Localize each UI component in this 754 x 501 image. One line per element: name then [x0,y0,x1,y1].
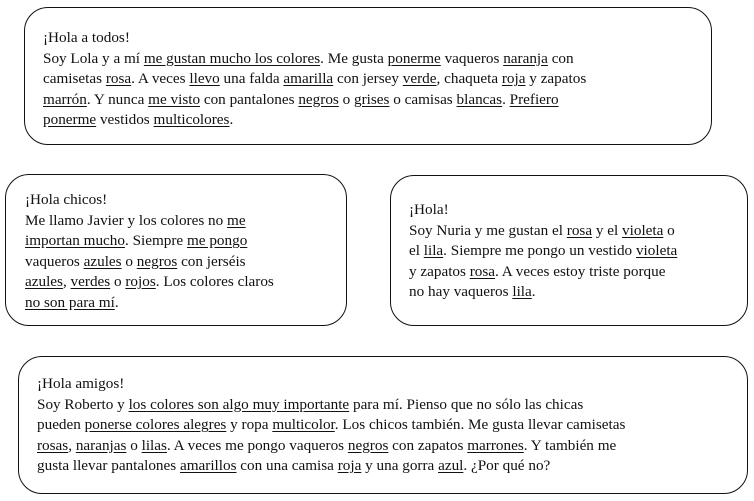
text-segment: . Siempre me pongo un vestido [443,242,636,260]
text-segment: el [409,242,424,260]
underlined-phrase: lilas [141,436,167,454]
text-segment: vaqueros [25,252,84,270]
card-body [25,211,346,314]
underlined-phrase: no son para mí [25,293,115,311]
text-segment: y zapatos [409,262,470,280]
underlined-phrase: grises [354,90,390,108]
underlined-phrase: me pongo [186,232,248,250]
text-segment: . Los chicos también. Me gusta llevar camisetas [334,416,626,434]
underlined-phrase: marrones [467,436,524,454]
text-segment: no hay vaqueros [409,283,513,301]
underlined-phrase: multicolores [153,111,230,129]
text-segment: y una gorra [361,457,439,475]
underlined-phrase: azules [25,273,63,291]
underlined-phrase: los colores son algo muy importante [128,395,350,413]
text-segment: , [62,273,71,291]
underlined-phrase: lila [512,283,532,301]
underlined-phrase: rojos [125,273,156,291]
text-segment: y zapatos [525,70,587,88]
text-line [409,262,747,283]
underlined-phrase: marrón [43,90,87,108]
text-segment: . [229,111,234,129]
text-line [25,211,346,232]
underlined-phrase: amarilla [283,70,334,88]
underlined-phrase: azules [83,252,122,270]
underlined-phrase: rosa [566,221,593,239]
message-card-roberto [18,356,748,494]
text-segment: . [114,293,119,311]
underlined-phrase: multicolor [272,416,335,434]
text-segment: Soy Roberto y [37,395,129,413]
underlined-phrase: violeta [622,221,664,239]
text-segment: o [121,252,137,270]
text-segment: . [531,283,536,301]
text-segment: con pantalones [200,90,299,108]
underlined-phrase: ponerse colores alegres [84,416,227,434]
text-segment: gusta llevar pantalones [37,457,180,475]
text-segment: . Y nunca [86,90,149,108]
text-segment: para mí. Pienso que no sólo las chicas [349,395,584,413]
text-line [25,252,346,273]
underlined-phrase: llevo [189,70,220,88]
text-segment: , [68,436,76,454]
text-line [43,110,711,131]
underlined-phrase: blancas [456,90,503,108]
text-line [43,49,711,70]
card-greeting: ¡Hola a todos! [43,29,130,46]
text-segment: con jersey [333,70,403,88]
text-segment: o [663,221,675,239]
underlined-phrase: roja [501,70,526,88]
underlined-phrase: violeta [635,242,678,260]
text-segment: . ¿Por qué no? [463,457,551,475]
underlined-phrase: ponerme [43,111,97,129]
underlined-phrase: lila [423,242,444,260]
text-segment: con [547,49,574,67]
underlined-phrase: naranjas [75,436,127,454]
text-segment: . Me gusta [320,49,388,67]
underlined-phrase: verde [402,70,437,88]
text-segment: o camisas [389,90,457,108]
text-segment: , chaqueta [436,70,502,88]
text-segment: con zapatos [388,436,468,454]
underlined-phrase: rosa [469,262,496,280]
text-segment: . Siempre [124,232,187,250]
text-segment: vaqueros [440,49,504,67]
card-body [43,49,711,131]
text-segment: . [502,90,510,108]
text-line [37,415,747,436]
text-segment: . A veces [131,70,190,88]
text-segment: y el [592,221,623,239]
text-segment: con jerséis [177,252,246,270]
underlined-phrase: naranja [503,49,548,67]
text-segment: . Los colores claros [155,273,274,291]
text-segment: y ropa [226,416,273,434]
text-segment: . A veces estoy triste porque [495,262,666,280]
message-card-javier [5,174,347,326]
underlined-phrase: me gustan mucho los colores [143,49,321,67]
underlined-phrase: rosas [37,436,69,454]
underlined-phrase: rosa [105,70,132,88]
message-card-nuria [390,175,748,326]
text-segment: una falda [219,70,284,88]
text-line [43,69,711,90]
text-line [37,436,747,457]
text-segment: vestidos [96,111,154,129]
text-segment: o [110,273,126,291]
text-segment: o [126,436,142,454]
card-greeting: ¡Hola amigos! [37,375,125,392]
text-line [25,293,346,314]
underlined-phrase: Prefiero [509,90,559,108]
text-segment: pueden [37,416,85,434]
underlined-phrase: azul [438,457,464,475]
card-greeting: ¡Hola chicos! [25,191,108,208]
text-segment: camisetas [43,70,106,88]
text-line [409,282,747,303]
underlined-phrase: negros [136,252,178,270]
text-segment: con una camisa [236,457,338,475]
underlined-phrase: ponerme [387,49,441,67]
text-line [25,231,346,252]
message-card-lola [24,7,712,145]
text-line [37,395,747,416]
text-segment: o [338,90,355,108]
text-line [37,456,747,477]
underlined-phrase: negros [347,436,389,454]
text-line [43,90,711,111]
text-line [25,272,346,293]
text-segment: . A veces me pongo vaqueros [166,436,348,454]
text-line [409,221,747,242]
card-body [409,221,747,303]
text-line [409,241,747,262]
underlined-phrase: negros [298,90,339,108]
card-greeting: ¡Hola! [409,201,449,218]
text-segment: Me llamo Javier y los colores no [25,211,228,229]
underlined-phrase: me visto [148,90,201,108]
card-body [37,395,747,477]
underlined-phrase: roja [337,457,362,475]
underlined-phrase: importan mucho [25,232,125,250]
text-segment: Soy Nuria y me gustan el [409,221,567,239]
text-segment: Soy Lola y a mí [43,49,144,67]
text-segment: . Y también me [523,436,617,454]
underlined-phrase: me [227,211,246,229]
underlined-phrase: verdes [70,273,111,291]
underlined-phrase: amarillos [179,457,237,475]
